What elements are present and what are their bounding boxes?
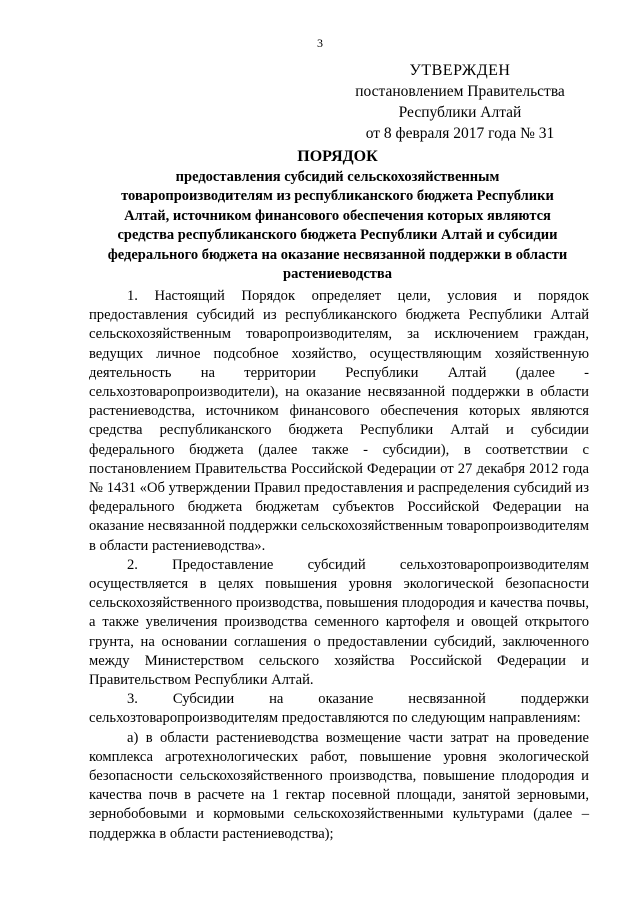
title-line: федерального бюджета на оказание несвязанной поддержки в области: [107, 246, 568, 263]
title-line: Алтай, источником финансового обеспечения которых являются: [124, 207, 551, 224]
paragraph-3a: а) в области растениеводства возмещение части затрат на проведение комплекса агротехнологических работ, повышение уровня экологической безопасности сельскохозяйственного производства, повышение плодородия и качества почв в расчете на 1 гектар посевной площади, занятой зерновыми, зернобобовыми и кормовыми сельскохозяйственными культурами (далее – поддержка в области растениеводства);: [89, 729, 589, 842]
paragraph-3: 3. Субсидии на оказание несвязанной поддержки сельхозтоваропроизводителям предоставляются по следующим направлениям:: [89, 691, 589, 727]
approval-line: от 8 февраля 2017 года № 31: [365, 125, 555, 142]
document-body: [89, 287, 589, 844]
page-number: 3: [317, 36, 323, 50]
title-heading: ПОРЯДОК: [297, 148, 378, 165]
title-line: средства республиканского бюджета Республики Алтай и субсидии: [117, 227, 558, 243]
paragraph-1: 1. Настоящий Порядок определяет цели, условия и порядок предоставления субсидий из республиканского бюджета Республики Алтай сельскохозяйственным товаропроизводителям, за исключением граждан, ведущих личное подсобное хозяйство, осуществляющим хозяйственную деятельность на территории Республики Алтай (далее - сельхозтоваропроизводители), на оказание несвязанной поддержки в области растениеводства, источником финансового обеспечения которых являются средства республиканского бюджета Республики Алтай и субсидии федерального бюджета (далее также - субсидии), в соответствии с постановлением Правительства Российской Федерации от 27 декабря 2012 года № 1431 «Об утверждении Правил предоставления и распределения субсидий из федерального бюджета бюджетам субъектов Российской Федерации на оказание несвязанной поддержки сельскохозяйственным товаропроизводителям в области растениеводства».: [89, 288, 589, 554]
approved-heading: УТВЕРЖДЕН: [409, 62, 511, 79]
paragraph-2: 2. Предоставление субсидий сельхозтоваропроизводителям осуществляется в целях повышения уровня экологической безопасности сельскохозяйственного производства, повышения плодородия и качества почвы, а также увеличения производства семенного картофеля и овощей открытого грунта, на основании соглашения о предоставлении субсидий, заключенного между Министерством сельского хозяйства Российской Федерации и Правительством Республики Алтай.: [89, 556, 589, 689]
approval-line: Республики Алтай: [398, 104, 522, 121]
approval-line: постановлением Правительства: [355, 83, 565, 100]
title-line: растениеводства: [283, 266, 392, 282]
approval-block: [340, 60, 580, 144]
title-line: товаропроизводителям из республиканского бюджета Республики: [121, 188, 554, 204]
title-line: предоставления субсидий сельскохозяйственным: [175, 168, 500, 185]
document-title: [90, 147, 585, 285]
